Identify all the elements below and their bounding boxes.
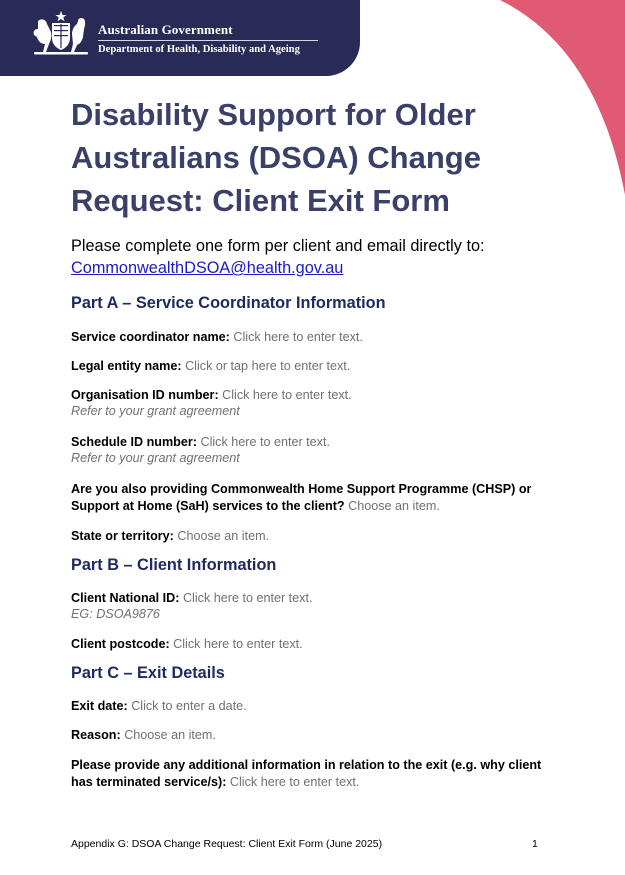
government-banner — [0, 0, 360, 76]
title-line-1: Disability Support for Older — [71, 97, 476, 132]
department-name: Department of Health, Disability and Ageing — [98, 44, 300, 55]
chsp-sah-dropdown[interactable]: Choose an item. — [348, 499, 440, 513]
state-field — [71, 528, 561, 545]
state-label: State or territory: — [71, 529, 174, 543]
email-link[interactable]: CommonwealthDSOA@health.gov.au — [71, 259, 344, 277]
additional-info-label-line-1: Please provide any additional information in relation to the exit (e.g. why client — [71, 758, 542, 772]
additional-info-input[interactable]: Click here to enter text. — [229, 775, 360, 789]
service-coordinator-field — [71, 329, 561, 346]
title-line-3: Request: Client Exit Form — [71, 183, 450, 218]
reason-label: Reason: — [71, 728, 121, 742]
legal-entity-input[interactable]: Click or tap here to enter text. — [185, 359, 351, 373]
banner-divider — [98, 40, 318, 41]
page-number: 1 — [532, 838, 538, 850]
footer-text: Appendix G: DSOA Change Request: Client Exit Form (June 2025) — [71, 838, 383, 850]
state-dropdown[interactable]: Choose an item. — [177, 529, 270, 543]
exit-date-field — [71, 698, 561, 715]
intro-paragraph — [71, 235, 551, 279]
legal-entity-label: Legal entity name: — [71, 359, 182, 373]
reason-dropdown[interactable]: Choose an item. — [124, 728, 216, 742]
chsp-sah-field — [71, 481, 561, 515]
chsp-sah-label-line-2: Support at Home (SaH) services to the client? — [71, 499, 345, 513]
additional-info-field — [71, 757, 561, 791]
additional-info-label-line-2: has terminated service/s): — [71, 775, 227, 789]
legal-entity-field — [71, 358, 561, 375]
part-c-heading: Part C – Exit Details — [71, 664, 225, 682]
postcode-label: Client postcode: — [71, 637, 170, 651]
government-name: Australian Government — [98, 22, 233, 37]
document-title — [71, 93, 541, 222]
reason-field — [71, 727, 561, 744]
postcode-field — [71, 636, 561, 653]
chsp-sah-label-line-1: Are you also providing Commonwealth Home Support Programme (CHSP) or — [71, 482, 532, 496]
exit-date-label: Exit date: — [71, 699, 128, 713]
schedule-id-label: Schedule ID number: — [71, 435, 197, 449]
service-coordinator-label: Service coordinator name: — [71, 330, 230, 344]
client-id-hint: EG: DSOA9876 — [71, 607, 160, 621]
client-id-input[interactable]: Click here to enter text. — [182, 591, 313, 605]
postcode-input[interactable]: Click here to enter text. — [173, 637, 303, 651]
organisation-id-input[interactable]: Click here to enter text. — [222, 388, 352, 402]
coat-of-arms-icon — [30, 9, 92, 59]
exit-date-picker[interactable]: Click to enter a date. — [131, 699, 247, 713]
client-id-field — [71, 590, 561, 607]
organisation-id-field — [71, 387, 561, 404]
title-line-2: Australians (DSOA) Change — [71, 140, 481, 175]
part-b-heading: Part B – Client Information — [71, 556, 277, 574]
organisation-id-label: Organisation ID number: — [71, 388, 219, 402]
schedule-id-input[interactable]: Click here to enter text. — [200, 435, 330, 449]
client-id-label: Client National ID: — [71, 591, 180, 605]
intro-text: Please complete one form per client and email directly to: — [71, 237, 485, 255]
schedule-id-hint: Refer to your grant agreement — [71, 451, 240, 465]
part-a-heading: Part A – Service Coordinator Information — [71, 294, 386, 312]
organisation-id-hint: Refer to your grant agreement — [71, 404, 240, 418]
schedule-id-field — [71, 434, 561, 451]
service-coordinator-input[interactable]: Click here to enter text. — [233, 330, 363, 344]
